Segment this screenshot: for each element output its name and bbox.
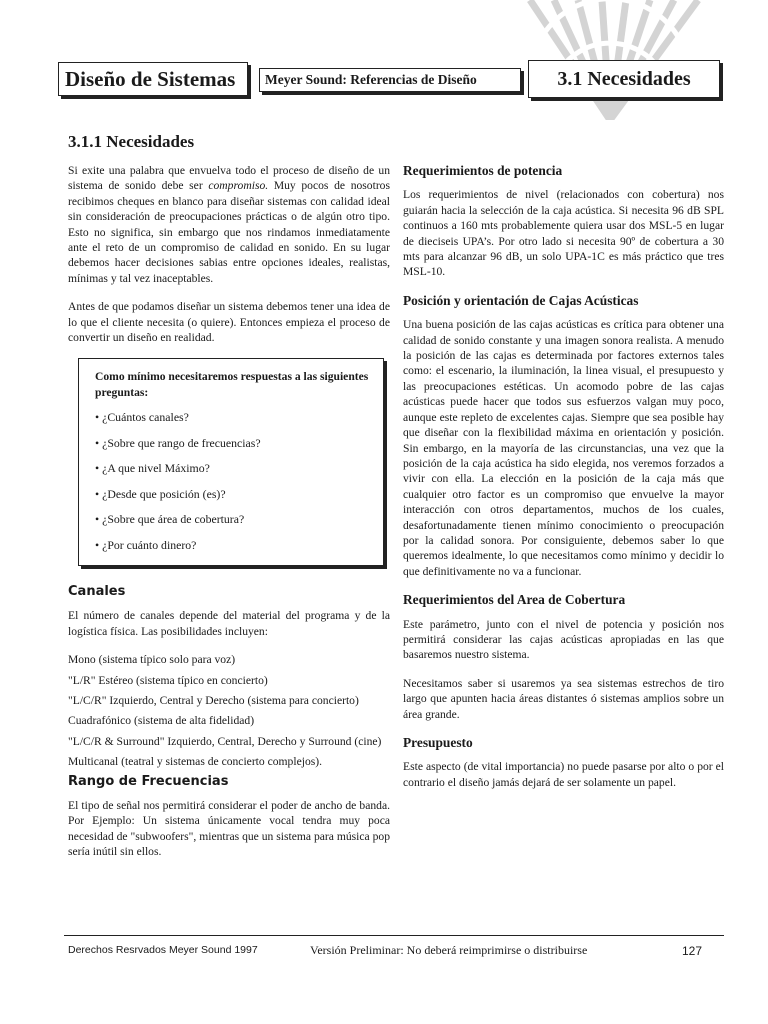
questions-box — [78, 358, 384, 565]
area-paragraph-1: Este parámetro, junto con el nivel de potencia y posición nos permitirá considerar las cajas acústicas apropiadas en las que basaremos nuestro sistema. — [403, 617, 724, 662]
rango-paragraph: El tipo de señal nos permitirá considerar el poder de ancho de banda. Por Ejemplo: Un sistema únicamente vocal tendra muy poca necesidad de "subwoofers", mientras que un sistema para música pop sería inútil sin ellos. — [68, 798, 390, 859]
potencia-paragraph: Los requerimientos de nivel (relacionados con cobertura) nos guiarán hacia la selección de la caja acústica. Si necesita 96 dB SPL continuos a 160 mts probablemente quiera usar dos MSL-5 en lugar de dieciseis UPA’s. Por otro lado si necesita 90º de cobertura a 30 mts para alcanzar 96 dB, un solo UPA-1C es más práctico que tres MSL-10. — [403, 188, 724, 279]
presupuesto-paragraph: Este aspecto (de vital importancia) no puede pasarse por alto o por el contrario el diseño jamás dejará de ser solamente un papel. — [403, 760, 724, 789]
header-title-left: Diseño de Sistemas — [65, 67, 236, 91]
question-item: • ¿Desde que posición (es)? — [95, 486, 226, 501]
page-footer — [64, 935, 724, 965]
question-item: • ¿Por cuánto dinero? — [95, 537, 197, 552]
section-title: 3.1.1 Necesidades — [68, 132, 195, 151]
posicion-paragraph: Una buena posición de las cajas acústicas es crítica para obtener una calidad de sonido constante y una imagen sonora realista. A menudo la posición de las cajas es determinada por factores externos tales como: el escenario, la iluminación, la linea visual, el presupuesto y las preocupaciones estéticas. Un acomodo pobre de las cajas acústicas puede hacer que todos sus esfuerzos valgan muy poco, aunque este repleto de excelentes cajas. Siempre que sea posible hay que diseñar con la flexibilidad máxima en orientación y posición. Sin embargo, en la mayoría de las circunstancias, una vez que la posición de la caja acústica ha sido elegida, nos veremos forzados a vivir con ella. La elección en la posición de la caja más que cualquier otro factor es un compromiso que envuelve la mayor interacción con otros departamentos, muchos de los cuales, desafortunadamente tienen mínimo conocimiento o preocupación por la calidad sonora. Por consiguiente, debemos saber lo que queremos idealmente, lo que necesitamos como mínimo y decidir lo que definitivamente no va a funcionar. — [403, 318, 724, 578]
intro-text-a: Si exite una palabra que envuelva todo el proceso de diseño de un sistema de sonido debe ser — [68, 164, 390, 193]
canales-heading: Canales — [68, 583, 126, 599]
header-title-right: 3.1 Necesidades — [557, 68, 691, 90]
canales-intro: El número de canales depende del material del programa y de la logística física. Las posibilidades incluyen: — [68, 609, 390, 638]
header-box-chapter — [528, 60, 720, 98]
header-box-system-design — [58, 62, 248, 96]
rango-heading: Rango de Frecuencias — [68, 773, 229, 789]
canales-item: Cuadrafónico (sistema de alta fidelidad) — [68, 714, 255, 728]
canales-item: "L/C/R & Surround" Izquierdo, Central, Derecho y Surround (cine) — [68, 734, 382, 748]
header-title-mid: Meyer Sound: Referencias de Diseño — [265, 72, 477, 87]
canales-item: "L/C/R" Izquierdo, Central y Derecho (sistema para concierto) — [68, 693, 359, 707]
footer-copyright: Derechos Resrvados Meyer Sound 1997 — [68, 944, 258, 956]
posicion-heading: Posición y orientación de Cajas Acústicas — [403, 292, 639, 308]
area-paragraph-2: Necesitamos saber si usaremos ya sea sistemas estrechos de tiro largo que apunten hacia áreas distantes ó sistemas amplios sobre un área grande. — [403, 676, 724, 721]
canales-item: Multicanal (teatral y sistemas de concierto complejos). — [68, 755, 323, 769]
intro-paragraph — [68, 163, 390, 286]
intro-text-b: Muy pocos de nosotros recibimos cheques en blanco para diseñar sistemas con calidad ideal sin consideración de preocupaciones prácticas o de algún otro tipo. Esto no significa, sin embargo que nos rindamos inmediatamente ante el reto de un compromiso de calidad en sonido. En su lugar debemos hacer decisiones sabias entre opciones ideales, realistas, mínimas y tal vez inaceptables. — [68, 179, 390, 285]
potencia-heading: Requerimientos de potencia — [403, 163, 563, 178]
questions-lead: Como mínimo necesitaremos respuestas a las siguientes preguntas: — [95, 370, 369, 399]
header-box-references — [259, 68, 521, 92]
question-item: • ¿Sobre que rango de frecuencias? — [95, 435, 261, 450]
question-item: • ¿Sobre que área de cobertura? — [95, 512, 245, 527]
question-item: • ¿Cuántos canales? — [95, 410, 189, 425]
intro-emphasis: compromiso. — [208, 179, 269, 193]
client-paragraph: Antes de que podamos diseñar un sistema debemos tener una idea de lo que el cliente necesita (o quiere). Entonces empieza el proceso de convertir un diseño en realidad. — [68, 300, 390, 345]
left-column — [68, 163, 390, 873]
canales-item: Mono (sistema típico solo para voz) — [68, 653, 236, 667]
question-item: • ¿A que nivel Máximo? — [95, 461, 210, 476]
presupuesto-heading: Presupuesto — [403, 735, 473, 750]
canales-item: "L/R" Estéreo (sistema típico en concierto) — [68, 673, 268, 687]
page-number: 127 — [681, 944, 702, 958]
footer-notice: Versión Preliminar: No deberá reimprimirse o distribuirse — [310, 943, 588, 957]
right-column — [403, 163, 724, 803]
area-heading: Requerimientos del Area de Cobertura — [403, 592, 626, 608]
